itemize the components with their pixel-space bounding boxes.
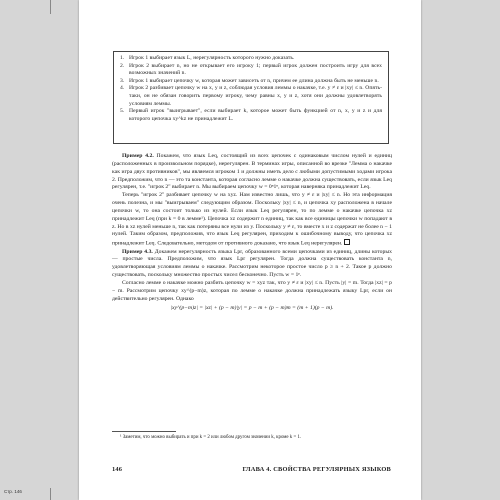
paragraph-example-4-3 bbox=[112, 249, 392, 280]
list-item-text: Игрок 2 разбивает цепочку w на x, y и z, соблюдая условия леммы о накачке, т.е. y ≠ ε и |xy| ≤ n. Опять-таки, он не обязан говорить первому игроку, чему равны x, y и z, хотя они должны удовлетворять условиям леммы. bbox=[129, 85, 382, 107]
list-item-number: 5. bbox=[120, 108, 125, 115]
list-item-number: 2. bbox=[120, 62, 125, 69]
list-item-number: 3. bbox=[120, 77, 125, 84]
paragraph-example-4-2 bbox=[112, 153, 392, 192]
page-footer bbox=[112, 466, 391, 473]
scan-page-label: Стр. 146 bbox=[4, 489, 22, 494]
list-item-text: Игрок 1 выбирает цепочку w, которая может зависеть от n, причем ее длина должна быть не меньше n. bbox=[129, 77, 379, 84]
paragraph-text: Теперь "игрок 2" разбивает цепочку w на xyz. Нам известно лишь, что y ≠ ε и |xy| ≤ n. Но эта информация очень полезна, и мы "выигрываем" следующим образом. Поскольку |xy| ≤ n, и цепочка xy расположена в начале цепочки w, то она состоит только из нулей. Если язык Leq регулярен, то по лемме о накачке цепочка xz принадлежит Leq (при k = 0 в лемме¹). Цепочка xz содержит n единиц, так как все единицы цепочки w попадают в z. Но в xz нулей меньше n, так как потеряны все нули из y. Поскольку y ≠ ε, то вместе x и z содержат не более n − 1 нулей. Таким образом, предположив, что язык Leq регулярен, приходим к ошибочному выводу, что цепочка xz принадлежит Leq. Следовательно, методом от противного доказано, что язык Leq нерегулярен. bbox=[112, 192, 392, 247]
game-rules-box bbox=[113, 51, 389, 144]
page-number: 146 bbox=[112, 466, 123, 473]
formula-line: |xy^(p−m)z| = |xz| + (p − m)|y| = p − m + (p − m)m = (m + 1)(p − m). bbox=[170, 304, 334, 311]
list-item bbox=[120, 55, 382, 63]
list-item-text: Игрок 2 выбирает n, но не открывает его игроку 1; первый игрок должен построить игру для всех возможных значений n. bbox=[129, 62, 382, 77]
list-item bbox=[120, 108, 382, 123]
list-item bbox=[120, 63, 382, 78]
gutter-mark-bottom bbox=[50, 488, 51, 500]
example-heading: Пример 4.2. bbox=[122, 153, 154, 159]
list-item-text: Игрок 1 выбирает язык L, нерегулярность которого нужно доказать. bbox=[129, 55, 295, 61]
qed-square-icon bbox=[344, 239, 350, 245]
list-item-number: 1. bbox=[120, 55, 125, 61]
list-item-text: Первый игрок "выигрывает", если выбирает k, которое может быть функцией от n, x, y и z и для которого цепочка xy^kz не принадлежит L. bbox=[129, 108, 382, 122]
game-rules-list bbox=[114, 52, 388, 123]
gutter-mark-top bbox=[50, 0, 51, 14]
paragraph-text: Докажем нерегулярность языка Lpr, образованного всеми цепочками из единиц, длины которых — простые числа. Предположим, что язык Lpr регулярен. Тогда должна существовать константа n, удовлетворяющая условиям леммы о накачке. Рассмотрим некоторое простое число p ≥ n + 2. Такое p должно существовать, поскольку множество простых чисел бесконечно. Пусть w = 1ᵖ. bbox=[112, 248, 392, 279]
paragraph-pumping bbox=[112, 280, 392, 304]
example-heading: Пример 4.3. bbox=[122, 248, 153, 255]
footnote-divider bbox=[112, 431, 176, 432]
body-text bbox=[112, 153, 392, 312]
paragraph-text: Согласно лемме о накачке можно разбить цепочку w = xyz так, что y ≠ ε и |xy| ≤ n. Пусть |y| = m. Тогда |xz| = p − m. Рассмотрим цепочку xy^(p−m)z, которая по лемме о накачке должна принадлежать языку Lpr, если он действительно регулярен. Однако bbox=[112, 280, 392, 302]
paragraph-text: Покажем, что язык Leq, состоящий из всех цепочек с одинаковым числом нулей и единиц (расположенных в произвольном порядке), нерегулярен. В терминах игры, описанной во врезке "Лемма о накачке как игра двух противников", мы являемся игроком 1 и должны иметь дело с любыми допустимыми ходами игрока 2. Предположим, что n — это та константа, которая согласно лемме о накачке должна существовать, если язык Leq регулярен, т.е. "игрок 2" выбирает n. Мы выбираем цепочку w = 0ⁿ1ⁿ, которая наверняка принадлежит Leq. bbox=[112, 153, 392, 191]
list-item-number: 4. bbox=[120, 85, 125, 92]
chapter-title: ГЛАВА 4. СВОЙСТВА РЕГУЛЯРНЫХ ЯЗЫКОВ bbox=[242, 466, 391, 473]
footnote: ¹ Заметим, что можно выбирать и при k = 2 или любом другом значении k, кроме k = 1. bbox=[120, 435, 302, 440]
list-item bbox=[120, 85, 382, 108]
paragraph-proof bbox=[112, 192, 392, 248]
